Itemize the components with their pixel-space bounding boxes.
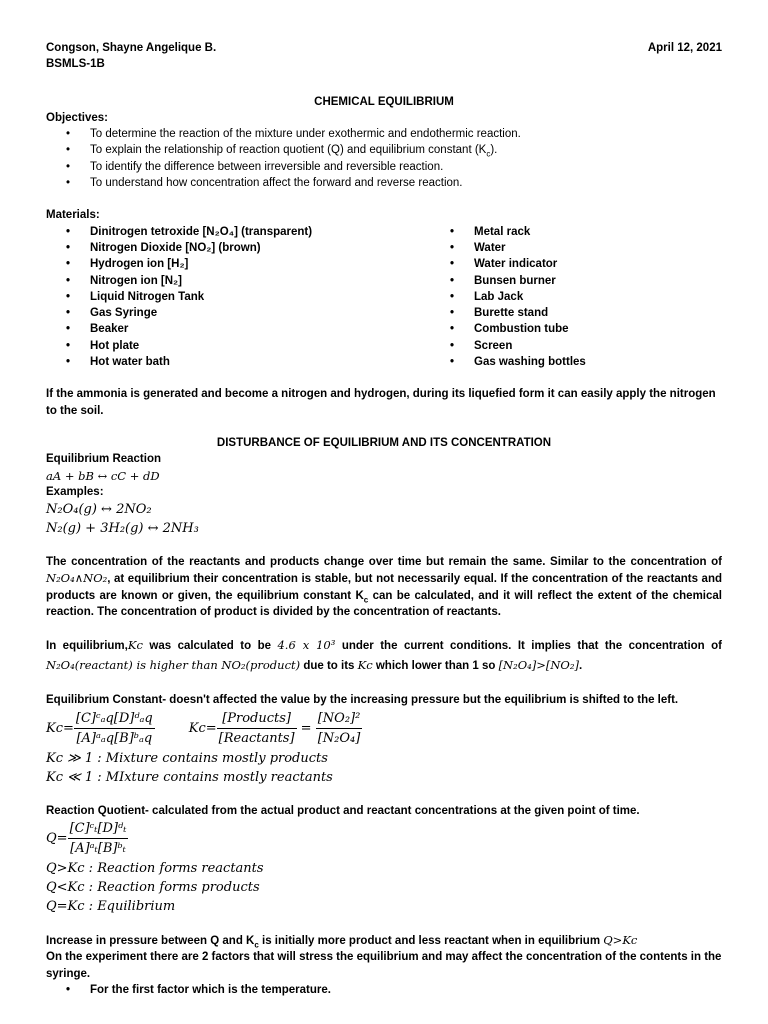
list-item: • Water indicator xyxy=(430,256,722,272)
objectives-list xyxy=(46,126,722,191)
kc-condition-1: Kc ≫ 1 : Mixture contains mostly products xyxy=(46,750,328,766)
factors-list xyxy=(46,982,722,998)
q-condition-3: Q=Kc : Equilibrium xyxy=(46,898,176,914)
list-item: • Gas Syringe xyxy=(46,305,430,321)
list-item: • To explain the relationship of reaction quotient (Q) and equilibrium constant $(K_c)$. xyxy=(46,142,722,158)
kc-formula-specific: Kc= $\frac{\text{[Products]}}{\text{[Reactants]}}$ = $\frac{\text{[NO₂]²}}{\text{[N₂O₄]}}$ xyxy=(188,711,361,747)
objectives-heading: Objectives: xyxy=(46,111,108,124)
document-page xyxy=(46,40,722,998)
list-item: • To identify the difference between irreversible and reversible reaction. xyxy=(46,159,722,175)
list-item: • Bunsen burner xyxy=(430,273,722,289)
list-item: • Combustion tube xyxy=(430,321,722,337)
list-item: • For the first factor which is the temperature. xyxy=(46,982,722,998)
equilibrium-reaction-heading: Equilibrium Reaction xyxy=(46,453,162,466)
list-item: • To determine the reaction of the mixture under exothermic and endothermic reaction. xyxy=(46,126,722,142)
list-item: • Gas washing bottles xyxy=(430,354,722,370)
list-item: • Screen xyxy=(430,338,722,354)
kc-formulas xyxy=(46,709,722,749)
page-title: CHEMICAL EQUILIBRIUM xyxy=(314,95,454,108)
list-item: • To understand how concentration affect the forward and reverse reaction. xyxy=(46,175,722,191)
q-condition-2: Q<Kc : Reaction forms products xyxy=(46,879,260,895)
list-item: • Nitrogen Dioxide [NO₂] (brown) xyxy=(46,240,430,256)
list-item: • Hot plate xyxy=(46,338,430,354)
list-item: • Nitrogen ion [N₂] xyxy=(46,273,430,289)
kc-formula-general: Kc= $\frac{\text{[C]ᶜₐq[D]ᵈₐq}}{\text{[A]ᵃₐq[B]ᵇₐq}}$ xyxy=(46,711,153,747)
concentration-paragraph: The concentration of the reactants and products change over time but remain the same. Similar to the concentration of N₂O₄∧NO₂, at equilibrium their concentration is stable, but not necessarily equal. If the concentration of the reactants and products are known or given, the equilibrium constant $K_c$ can be calculated, and it will reflect the extent of the chemical reaction. The concentration of product is divided by the concentration of reactants. xyxy=(46,556,722,619)
materials-list-right xyxy=(430,224,722,371)
closing-line-1: Increase in pressure between Q and $K_c$ is initially more product and less reactant when in equilibrium Q>Kc xyxy=(46,932,638,950)
header-row xyxy=(46,40,722,56)
document-date: April 12, 2021 xyxy=(647,42,722,54)
author-name: Congson, Shayne Angelique B. xyxy=(46,42,217,54)
closing-line-2: On the experiment there are 2 factors that will stress the equilibrium and may affect the concentration of the contents in the syringe. xyxy=(46,951,722,980)
list-item: • Hydrogen ion [H₂] xyxy=(46,256,430,272)
list-item: • Lab Jack xyxy=(430,289,722,305)
materials-columns xyxy=(46,224,722,371)
materials-heading: Materials: xyxy=(46,209,100,222)
kc-condition-2: Kc ≪ 1 : MIxture contains mostly reactants xyxy=(46,769,333,785)
example-reaction-2: N₂(g) + 3H₂(g) ↔ 2NH₃ xyxy=(46,521,199,537)
list-item: • Water xyxy=(430,240,722,256)
intro-paragraph: If the ammonia is generated and become a nitrogen and hydrogen, during its liquefied form it can easily apply the nitrogen to the soil. xyxy=(46,388,716,417)
general-reaction: aA + bB ↔ cC + dD xyxy=(46,468,160,483)
list-item: • Metal rack xyxy=(430,224,722,240)
list-item: • Dinitrogen tetroxide [N₂O₄] (transparent) xyxy=(46,224,430,240)
reaction-quotient-heading: Reaction Quotient xyxy=(46,804,146,817)
course-section: BSMLS-1B xyxy=(46,58,105,71)
materials-list-left xyxy=(46,224,430,371)
q-condition-1: Q>Kc : Reaction forms reactants xyxy=(46,860,264,876)
example-reaction-1: N₂O₄(g) ↔ 2NO₂ xyxy=(46,502,152,518)
q-formula: Q= $\frac{\text{[C]ᶜₜ[D]ᵈₜ}}{\text{[A]ᵃₜ[B]ᵇₜ}}$ xyxy=(46,821,127,857)
examples-heading: Examples: xyxy=(46,485,104,498)
list-item: • Beaker xyxy=(46,321,430,337)
kc-paragraph: In equilibrium,Kc was calculated to be 4.6 x 10³ under the current conditions. It implies that the concentration of N₂O₄(reactant) is higher than NO₂(product) due to its Kc which lower than 1 so [N₂O₄]>[NO₂]. xyxy=(46,638,723,673)
reaction-quotient-line: Reaction Quotient- calculated from the actual product and reactant concentrations at the given point of time. xyxy=(46,804,640,817)
list-item: • Hot water bath xyxy=(46,354,430,370)
list-item: • Liquid Nitrogen Tank xyxy=(46,289,430,305)
section-title: DISTURBANCE OF EQUILIBRIUM AND ITS CONCENTRATION xyxy=(216,436,552,449)
list-item: • Burette stand xyxy=(430,305,722,321)
equilibrium-constant-line: Equilibrium Constant- doesn't affected the value by the increasing pressure but the equilibrium is shifted to the left. xyxy=(46,694,679,707)
equilibrium-constant-heading: Equilibrium Constant xyxy=(46,694,163,707)
